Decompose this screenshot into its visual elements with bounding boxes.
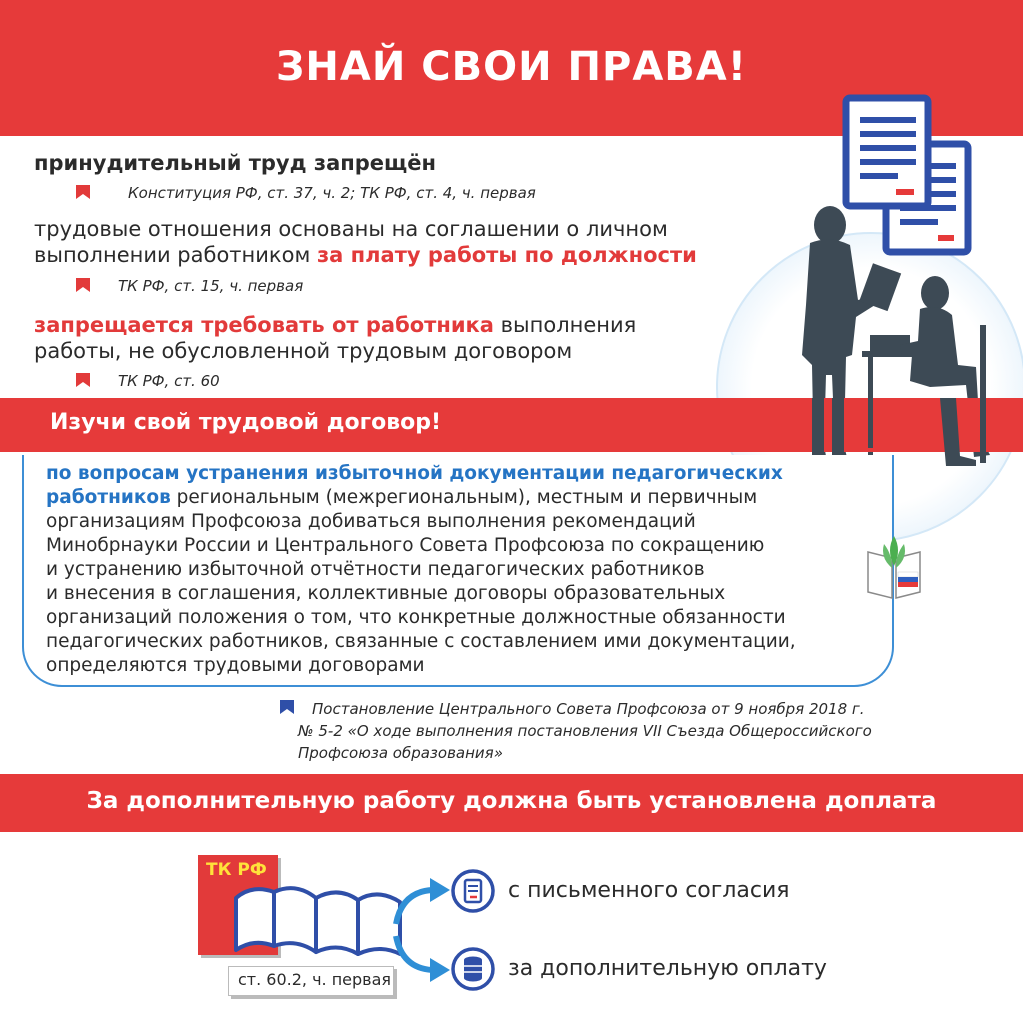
right-2-line1: трудовые отношения основаны на соглашении о личном [34,217,668,241]
bookmark-icon [76,185,90,199]
right-3-reference: ТК РФ, ст. 60 [118,372,220,390]
info-line2 [46,486,876,510]
right-2-line2-plain: выполнении работником [34,243,317,267]
resolution-reference [298,698,872,764]
right-3-emphasis: запрещается требовать от работника [34,313,494,337]
info-blue-line1: по вопросам устранения избыточной документации педагогических [46,463,783,484]
info-blue-line2: работников [46,487,171,508]
right-2-line2-emphasis: за плату работы по должности [316,243,697,267]
arrow-icon [392,870,452,990]
contract-info-text [46,462,876,678]
bookmark-icon [76,278,90,292]
option-additional-pay: за дополнительную оплату [508,956,827,981]
section-2-title: Изучи свой трудовой договор! [50,410,442,435]
resolution-ref-line1: Постановление Центрального Совета Профсоюза от 9 ноября 2018 г. [312,700,865,718]
info-line5: и устранению избыточной отчётности педагогических работников [46,559,705,580]
book-icon [232,876,412,956]
option-written-consent: с письменного согласия [508,878,790,903]
right-3-plain: выполнения [493,313,637,337]
info-line2-rest: региональным (межрегиональным), местным и первичным [170,487,758,508]
right-3-line1 [34,312,636,338]
info-line3: организациям Профсоюза добиваться выполнения рекомендаций [46,511,696,532]
right-2-reference: ТК РФ, ст. 15, ч. первая [118,277,304,295]
info-line6: и внесения в соглашения, коллективные договоры образовательных [46,583,726,604]
info-line8: педагогических работников, связанные с составлением ими документации, [46,631,796,652]
info-line7: организаций положения о том, что конкретные должностные обязанности [46,607,786,628]
right-2-line2 [34,242,697,268]
article-label: ст. 60.2, ч. первая [238,970,392,989]
right-1-reference: Конституция РФ, ст. 37, ч. 2; ТК РФ, ст. 4, ч. первая [128,184,536,202]
info-line4: Минобрнауки России и Центрального Совета Профсоюза по сокращению [46,535,765,556]
bookmark-icon [76,373,90,387]
union-logo [864,532,924,602]
info-line9: определяются трудовыми договорами [46,655,425,676]
page-title: ЗНАЙ СВОИ ПРАВА! [276,44,747,90]
bookmark-icon [280,700,294,714]
resolution-ref-line2: № 5-2 «О ходе выполнения постановления VII Съезда Общероссийского [298,722,872,740]
right-3-line2: работы, не обусловленной трудовым договором [34,339,573,363]
right-1-heading: принудительный труд запрещён [34,151,437,175]
resolution-ref-line3: Профсоюза образования» [298,744,503,762]
labor-code-label: ТК РФ [206,860,267,880]
section-3-title: За дополнительную работу должна быть установлена доплата [86,788,937,814]
coins-icon [450,946,496,992]
written-consent-icon [450,868,496,914]
